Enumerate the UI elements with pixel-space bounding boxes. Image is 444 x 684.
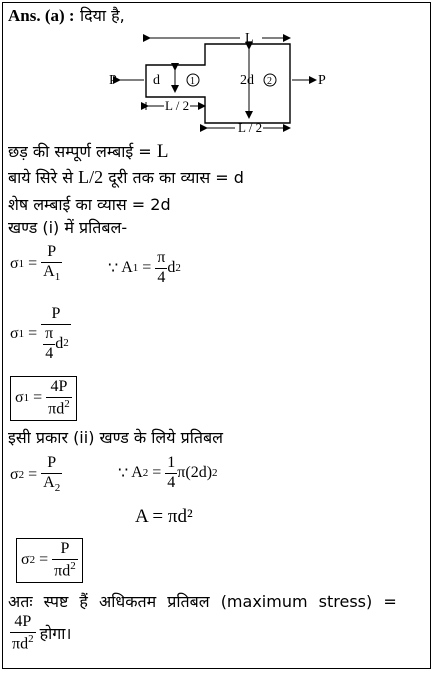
eq-area1: [108, 250, 181, 287]
sym-A: A: [121, 259, 133, 277]
frac-1-4: [165, 455, 177, 492]
sym-eq: =: [152, 464, 162, 482]
result-sigma2: [16, 538, 83, 583]
sym-sub: 2: [29, 554, 36, 567]
frac-4P-pid2: [10, 614, 36, 653]
frac-P-A1: [41, 244, 62, 284]
frac-num: π: [45, 324, 54, 342]
frac-num: 4P: [50, 378, 68, 395]
conclusion-value: [10, 614, 71, 653]
dim-label-d: d: [153, 73, 160, 88]
frac-den: 4: [167, 473, 176, 491]
sym-sq: 2: [175, 262, 181, 275]
eq-sigma2-def: [10, 455, 62, 495]
sym-sub: 2: [54, 481, 61, 494]
frac-num: 4P: [14, 613, 32, 630]
sym-sigma: σ: [21, 551, 30, 569]
frac-P-A2: [41, 455, 62, 495]
dim-label-2d: 2d: [240, 73, 254, 88]
frac-pi-4: [43, 326, 55, 363]
sym-pid: πd: [12, 635, 29, 653]
sym-sub: 1: [18, 328, 25, 341]
sym-sq: 2: [64, 397, 70, 410]
frac-num: π: [157, 249, 166, 266]
line-total-length-value: L: [156, 141, 169, 162]
sym-sub: 2: [18, 468, 25, 481]
dim-label-half-right: L / 2: [238, 120, 263, 135]
sym-eq: =: [33, 389, 43, 407]
sym-sq: 2: [70, 559, 76, 572]
sym-sub: 1: [54, 270, 61, 283]
sym-sub: 1: [132, 262, 139, 275]
sym-eq: =: [28, 325, 38, 343]
sym-pid: πd: [48, 400, 65, 418]
sym-sq: 2: [63, 337, 69, 350]
frac-num: P: [60, 540, 70, 557]
sym-because: ∵: [108, 260, 119, 278]
dim-label-half-left: L / 2: [165, 98, 190, 113]
sym-A: A: [131, 464, 143, 482]
section-label-1: 1: [190, 76, 195, 87]
line-left-diameter-pre: बाये सिरे से: [8, 168, 79, 187]
result-sigma1: [10, 376, 77, 421]
frac-num: 1: [167, 454, 176, 471]
load-label-left: P: [109, 73, 117, 88]
line-remaining-diameter: शेष लम्बाई का व्यास = 2d: [8, 195, 171, 214]
answer-label: Ans. (a) :: [8, 6, 75, 25]
conclusion-text: अतः स्पष्ट हैं अधिकतम प्रतिबल (maximum stress) =: [8, 592, 397, 611]
line-left-diameter-mid: L/2: [78, 167, 104, 187]
frac-den: [41, 324, 71, 363]
line-section2-heading: इसी प्रकार (ii) खण्ड के लिये प्रतिबल: [8, 428, 223, 447]
sym-sigma: σ: [15, 389, 24, 407]
frac-P-area: [41, 306, 71, 362]
frac-den: [10, 632, 36, 653]
frac-den: [41, 262, 62, 284]
frac-num: P: [47, 243, 57, 260]
sym-because: ∵: [118, 465, 129, 483]
line-total-length-text: छड़ की सम्पूर्ण लम्बाई =: [8, 142, 157, 161]
sym-eq: =: [39, 551, 49, 569]
frac-num: P: [51, 305, 61, 322]
conclusion-line: [8, 590, 428, 612]
sym-sigma: σ: [10, 254, 19, 272]
answer-intro: दिया है,: [80, 6, 125, 25]
frac-pi-4: [155, 250, 167, 287]
eq-area-simplified: A = πd²: [135, 506, 193, 527]
load-label-right: P: [318, 73, 326, 88]
sym-eq: =: [142, 259, 152, 277]
frac-num: P: [47, 454, 57, 471]
sym-eq: =: [28, 465, 38, 483]
sym-sub: 2: [142, 467, 149, 480]
sym-pi-2d: π(2d): [177, 464, 213, 482]
sym-A: A: [43, 473, 55, 491]
frac-P-pid2: [52, 541, 78, 580]
stepped-bar-diagram: [0, 22, 444, 137]
eq-sigma1-sub: [10, 306, 71, 362]
sym-sub: 1: [23, 392, 30, 405]
sym-sq: 2: [28, 632, 34, 645]
sym-eq: =: [28, 254, 38, 272]
frac-den: 4: [157, 268, 166, 286]
sym-pid: πd: [54, 562, 71, 580]
sym-sigma: σ: [10, 325, 19, 343]
line-left-diameter-post: दूरी तक का व्यास = d: [103, 168, 244, 187]
frac-den: [52, 559, 78, 580]
line-section1-heading: खण्ड (i) में प्रतिबल-: [8, 218, 128, 237]
line-left-diameter: [8, 166, 244, 188]
frac-den: [46, 397, 72, 418]
frac-den: 4: [45, 344, 54, 362]
sym-sq: 2: [212, 467, 218, 480]
sym-d: d: [55, 334, 64, 352]
line-total-length: [8, 140, 168, 163]
frac-4P-pid2: [46, 379, 72, 418]
conclusion-post: होगा।: [39, 624, 72, 644]
sym-d: d: [167, 259, 176, 277]
frac-den: [41, 473, 62, 495]
section-label-2: 2: [267, 76, 272, 87]
sym-A: A: [43, 262, 55, 280]
eq-area2: [118, 455, 218, 492]
sym-sub: 1: [18, 257, 25, 270]
dim-label-L: L: [245, 31, 254, 46]
eq-sigma1-def: [10, 244, 62, 284]
sym-sigma: σ: [10, 465, 19, 483]
